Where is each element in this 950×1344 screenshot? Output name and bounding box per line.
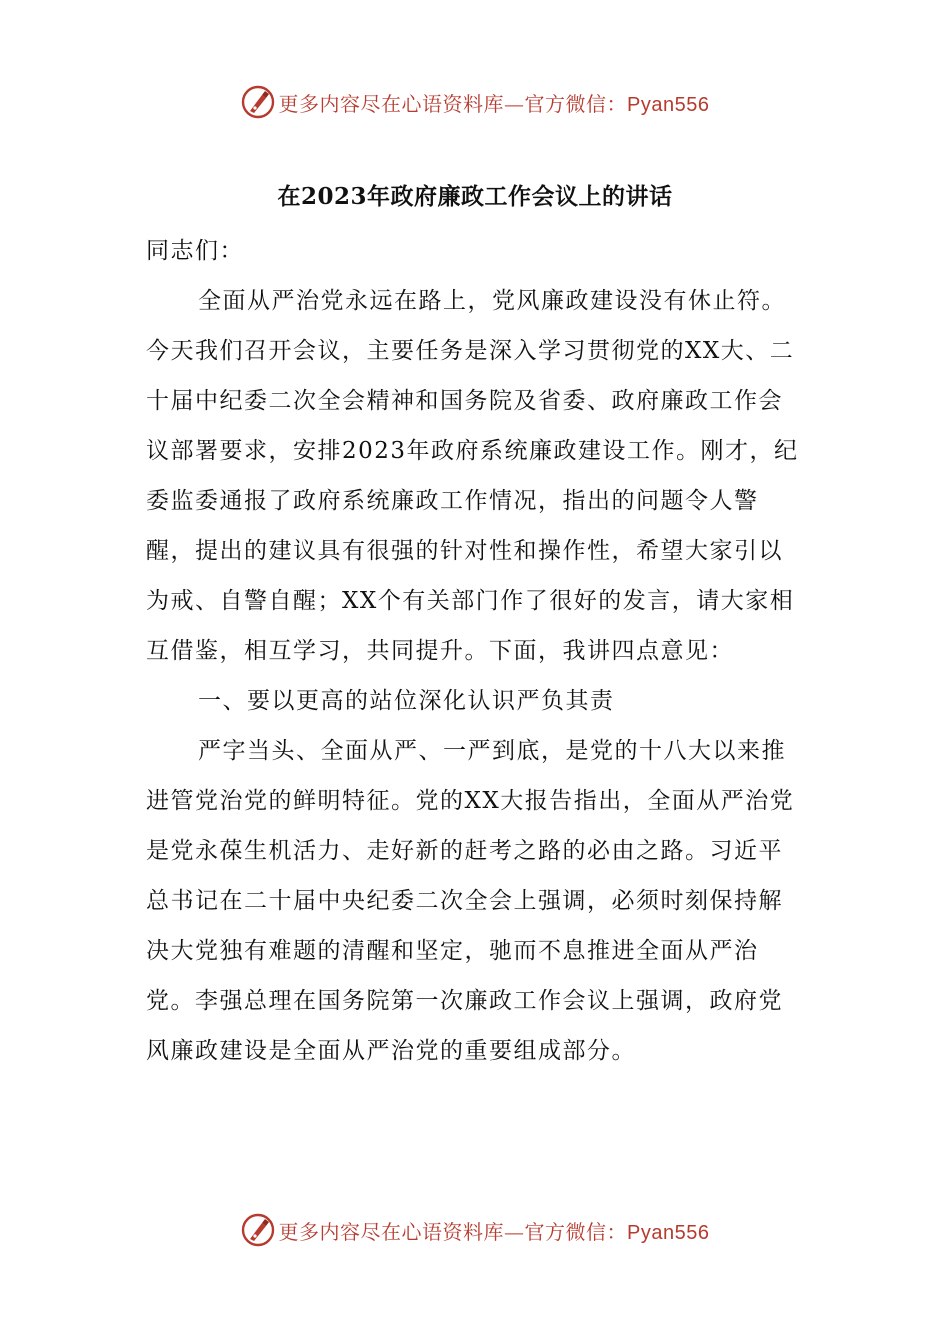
banner-wechat-label: 官方微信： [524, 1219, 628, 1244]
paragraph-section-one: 严字当头、全面从严、一严到底，是党的十八大以来推进管党治党的鲜明特征。党的XX大报告指出，全面从严治党是党永葆生机活力、走好新的赶考之路的必由之路。习近平总书记在二十届中央纪委二次全会上强调，必须时刻保持解决大党独有难题的清醒和坚定，驰而不息推进全面从严治党。李强总理在国务院第一次廉政工作会议上强调，政府党风廉政建设是全面从严治党的重要组成部分。 [146, 738, 795, 1064]
banner-wechat-id: Pyan556 [627, 93, 710, 116]
document-body [146, 226, 806, 1076]
banner-text [279, 88, 710, 117]
pen-nib-logo-icon [241, 1213, 275, 1247]
banner-wechat-id: Pyan556 [627, 1221, 710, 1244]
section-heading: 一、要以更高的站位深化认识严负其责 [198, 688, 615, 714]
banner-text [279, 1216, 710, 1245]
footer-banner [0, 1208, 950, 1252]
paragraph-intro: 全面从严治党永远在路上，党风廉政建设没有休止符。今天我们召开会议，主要任务是深入学习贯彻党的XX大、二十届中纪委二次全会精神和国务院及省委、政府廉政工作会议部署要求，安排2023年政府系统廉政建设工作。刚才，纪委监委通报了政府系统廉政工作情况，指出的问题令人警醒，提出的建议具有很强的针对性和操作性，希望大家引以为戒、自警自醒；XX个有关部门作了很好的发言，请大家相互借鉴，相互学习，共同提升。下面，我讲四点意见： [146, 288, 799, 664]
banner-separator: — [504, 1219, 525, 1244]
greeting: 同志们： [146, 238, 244, 264]
banner-main-text: 更多内容尽在心语资料库 [278, 91, 505, 116]
banner-main-text: 更多内容尽在心语资料库 [278, 1219, 505, 1244]
banner-wechat-label: 官方微信： [524, 91, 628, 116]
header-banner [0, 80, 950, 124]
document-title: 在2023年政府廉政工作会议上的讲话 [277, 183, 673, 210]
banner-separator: — [504, 91, 525, 116]
pen-nib-logo-icon [241, 85, 275, 119]
